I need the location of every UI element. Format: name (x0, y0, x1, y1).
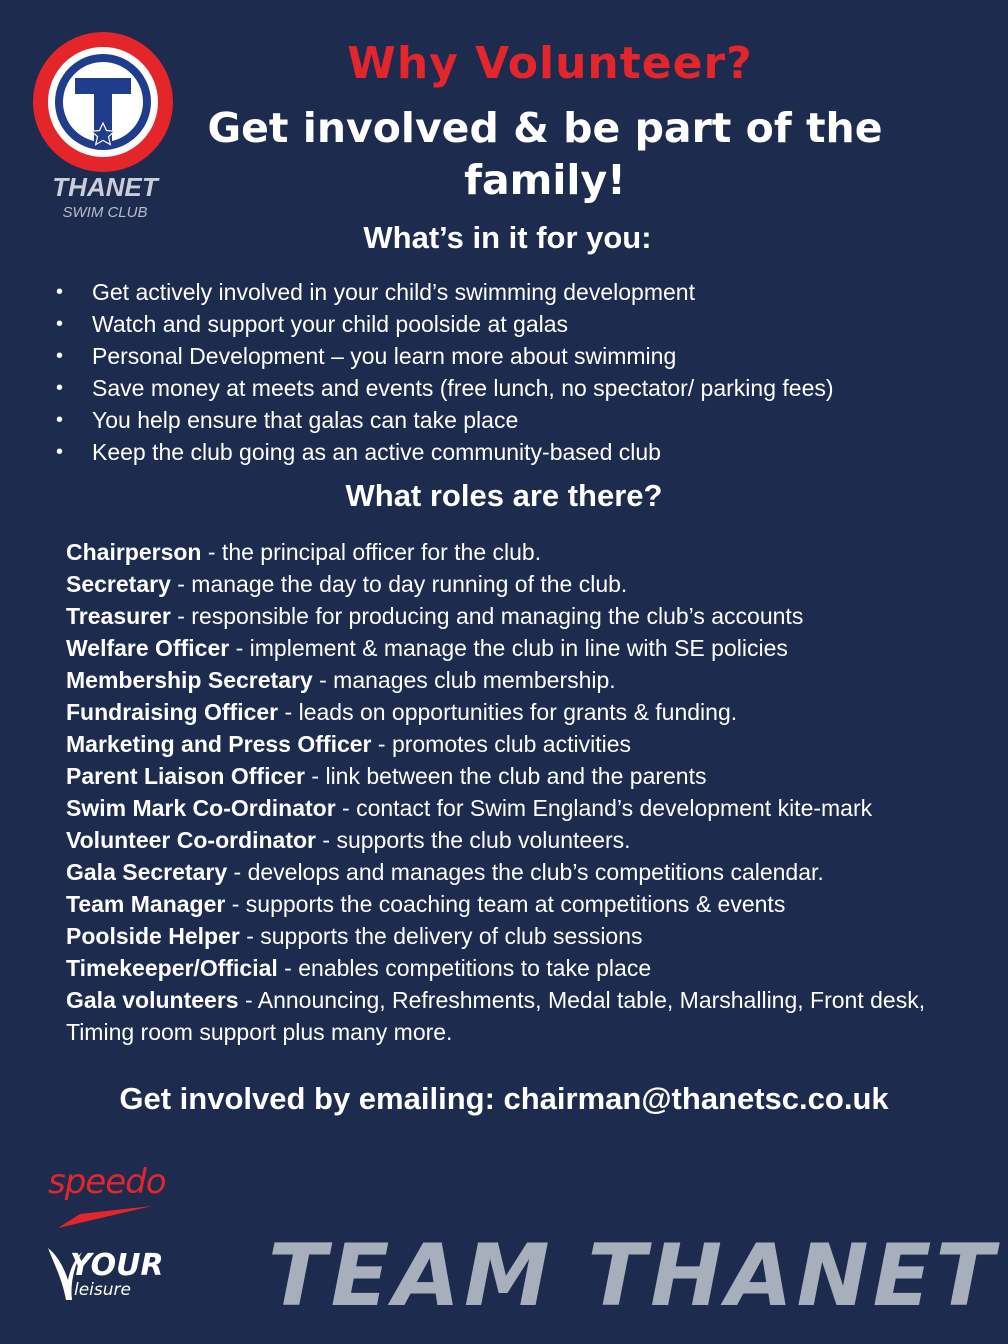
bullet-icon: • (56, 345, 64, 367)
leisure-wordmark: leisure (74, 1280, 131, 1300)
role-item (66, 632, 936, 664)
role-item (66, 728, 936, 760)
role-name: Treasurer (66, 603, 171, 629)
role-item (66, 568, 936, 600)
role-item (66, 792, 936, 824)
role-item (66, 888, 936, 920)
list-item: • You help ensure that galas can take place (56, 404, 834, 436)
role-name: Welfare Officer (66, 635, 230, 661)
role-item (66, 696, 936, 728)
role-description: - manages club membership. (312, 667, 616, 693)
roles-heading: What roles are there? (345, 478, 663, 513)
subtitle-line-2: family! (464, 156, 626, 204)
your-wordmark: YOUR (70, 1248, 164, 1283)
role-description: - the principal officer for the club. (201, 539, 542, 565)
role-name: Membership Secretary (66, 667, 313, 693)
role-item (66, 952, 936, 984)
club-logo (30, 30, 180, 230)
role-name: Chairperson (66, 539, 202, 565)
role-description: - leads on opportunities for grants & funding. (278, 699, 738, 725)
bullet-icon: • (56, 409, 64, 431)
role-item (66, 920, 936, 952)
role-name: Volunteer Co-ordinator (66, 827, 317, 853)
role-item (66, 664, 936, 696)
page-subtitle (195, 102, 895, 206)
role-description: - manage the day to day running of the club. (170, 571, 628, 597)
role-description: - supports the club volunteers. (316, 827, 631, 853)
role-description: - contact for Swim England’s development kite-mark (335, 795, 873, 821)
role-description: - responsible for producing and managing the club’s accounts (170, 603, 804, 629)
role-name: Gala Secretary (66, 859, 228, 885)
role-description: - link between the club and the parents (305, 763, 707, 789)
bullet-icon: • (56, 313, 64, 335)
role-description: - promotes club activities (371, 731, 631, 757)
list-item: • Watch and support your child poolside at galas (56, 308, 834, 340)
your-leisure-logo (44, 1244, 174, 1306)
role-description: - supports the delivery of club sessions (239, 923, 643, 949)
role-description: - develops and manages the club’s competitions calendar. (227, 859, 824, 885)
role-name: Secretary (66, 571, 171, 597)
role-item (66, 760, 936, 792)
list-item: • Get actively involved in your child’s swimming development (56, 276, 834, 308)
role-name: Gala volunteers (66, 987, 239, 1013)
speedo-logo (44, 1162, 184, 1234)
bullet-icon: • (56, 441, 64, 463)
role-name: Team Manager (66, 891, 226, 917)
logo-subtitle: SWIM CLUB (62, 204, 148, 221)
benefits-heading: What’s in it for you: (363, 220, 652, 255)
role-name: Timekeeper/Official (66, 955, 278, 981)
role-name: Fundraising Officer (66, 699, 279, 725)
club-logo-emblem (30, 30, 180, 175)
role-description: - implement & manage the club in line with SE policies (229, 635, 788, 661)
logo-name: THANET (52, 172, 158, 202)
role-description: - Announcing, Refreshments, Medal table, Marshalling, Front desk, Timing room support plus many more. (66, 987, 926, 1045)
role-item (66, 536, 936, 568)
list-item: • Personal Development – you learn more about swimming (56, 340, 834, 372)
role-description: - supports the coaching team at competitions & events (225, 891, 786, 917)
bullet-icon: • (56, 281, 64, 303)
role-item (66, 984, 936, 1048)
role-name: Poolside Helper (66, 923, 240, 949)
role-name: Parent Liaison Officer (66, 763, 306, 789)
speedo-wordmark: speedo (48, 1162, 166, 1202)
role-name: Swim Mark Co-Ordinator (66, 795, 336, 821)
list-item: • Keep the club going as an active community-based club (56, 436, 834, 468)
bullet-icon: • (56, 377, 64, 399)
role-description: - enables competitions to take place (277, 955, 652, 981)
role-item (66, 600, 936, 632)
roles-list (66, 536, 936, 1048)
list-item: • Save money at meets and events (free lunch, no spectator/ parking fees) (56, 372, 834, 404)
subtitle-line-1: Get involved & be part of the (207, 104, 883, 152)
role-name: Marketing and Press Officer (66, 731, 372, 757)
benefits-list (56, 276, 834, 468)
role-item (66, 824, 936, 856)
team-thanet-wordmark: TEAM THANET (268, 1226, 999, 1326)
contact-email-line: Get involved by emailing: chairman@thanetsc.co.uk (119, 1081, 889, 1116)
page-title: Why Volunteer? (347, 38, 753, 89)
role-item (66, 856, 936, 888)
speedo-boomerang-icon (44, 1162, 184, 1234)
